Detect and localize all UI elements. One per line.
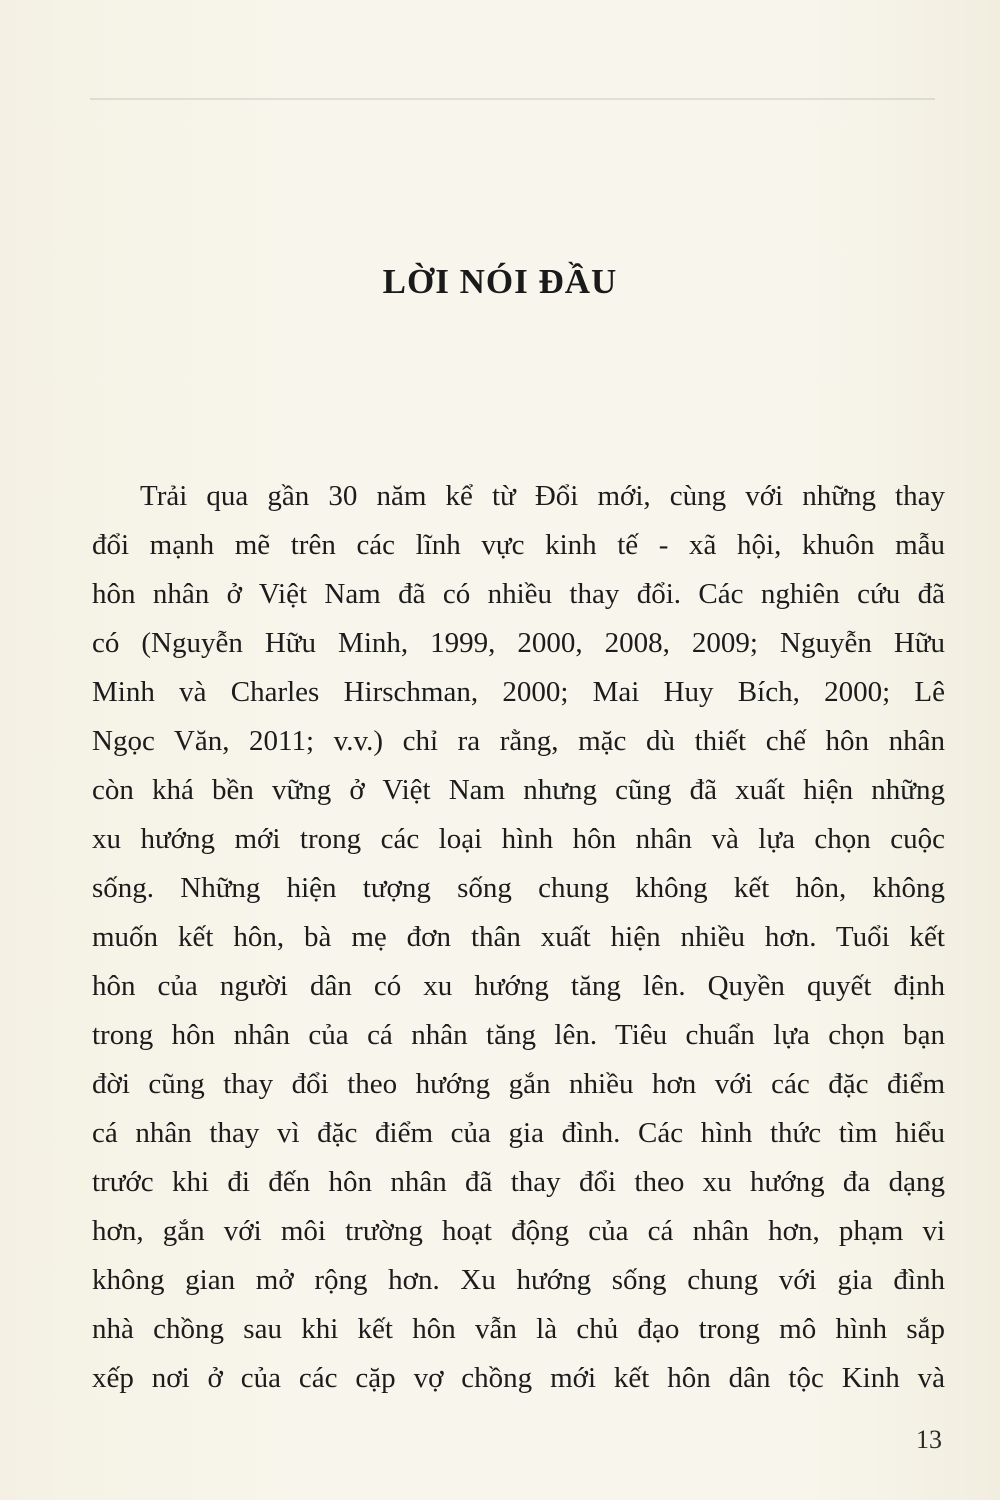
paragraph-line: cá nhân thay vì đặc điểm của gia đình. Các hình thức tìm hiểu: [92, 1117, 945, 1149]
paragraph-line: hôn của người dân có xu hướng tăng lên. Quyền quyết định: [92, 970, 945, 1002]
paragraph-line: Ngọc Văn, 2011; v.v.) chỉ ra rằng, mặc dù thiết chế hôn nhân: [92, 725, 945, 757]
paragraph-line: nhà chồng sau khi kết hôn vẫn là chủ đạo trong mô hình sắp: [92, 1313, 945, 1345]
paragraph-line: hơn, gắn với môi trường hoạt động của cá nhân hơn, phạm vi: [92, 1215, 945, 1247]
page-title: LỜI NÓI ĐẦU: [382, 262, 618, 301]
paragraph-line: có (Nguyễn Hữu Minh, 1999, 2000, 2008, 2009; Nguyễn Hữu: [92, 627, 945, 659]
paragraph-line: đổi mạnh mẽ trên các lĩnh vực kinh tế - xã hội, khuôn mẫu: [92, 529, 945, 561]
body-paragraph: [92, 472, 945, 1403]
paragraph-line: còn khá bền vững ở Việt Nam nhưng cũng đã xuất hiện những: [92, 774, 945, 806]
paragraph-line: sống. Những hiện tượng sống chung không kết hôn, không: [92, 872, 945, 904]
paragraph-line: xếp nơi ở của các cặp vợ chồng mới kết hôn dân tộc Kinh và: [92, 1362, 945, 1394]
paragraph-line: Trải qua gần 30 năm kể từ Đổi mới, cùng với những thay: [140, 480, 945, 512]
paragraph-line: trước khi đi đến hôn nhân đã thay đổi theo xu hướng đa dạng: [92, 1166, 945, 1198]
paragraph-line: đời cũng thay đổi theo hướng gắn nhiều hơn với các đặc điểm: [92, 1068, 945, 1100]
paragraph-line: xu hướng mới trong các loại hình hôn nhân và lựa chọn cuộc: [92, 823, 945, 855]
paragraph-line: trong hôn nhân của cá nhân tăng lên. Tiêu chuẩn lựa chọn bạn: [92, 1019, 945, 1051]
page-number: 13: [916, 1425, 942, 1454]
paragraph-line: không gian mở rộng hơn. Xu hướng sống chung với gia đình: [92, 1264, 945, 1296]
paragraph-line: Minh và Charles Hirschman, 2000; Mai Huy Bích, 2000; Lê: [92, 676, 945, 708]
running-header-rule: [90, 98, 935, 100]
paragraph-line: hôn nhân ở Việt Nam đã có nhiều thay đổi. Các nghiên cứu đã: [92, 578, 945, 610]
paragraph-line: muốn kết hôn, bà mẹ đơn thân xuất hiện nhiều hơn. Tuổi kết: [92, 921, 945, 953]
